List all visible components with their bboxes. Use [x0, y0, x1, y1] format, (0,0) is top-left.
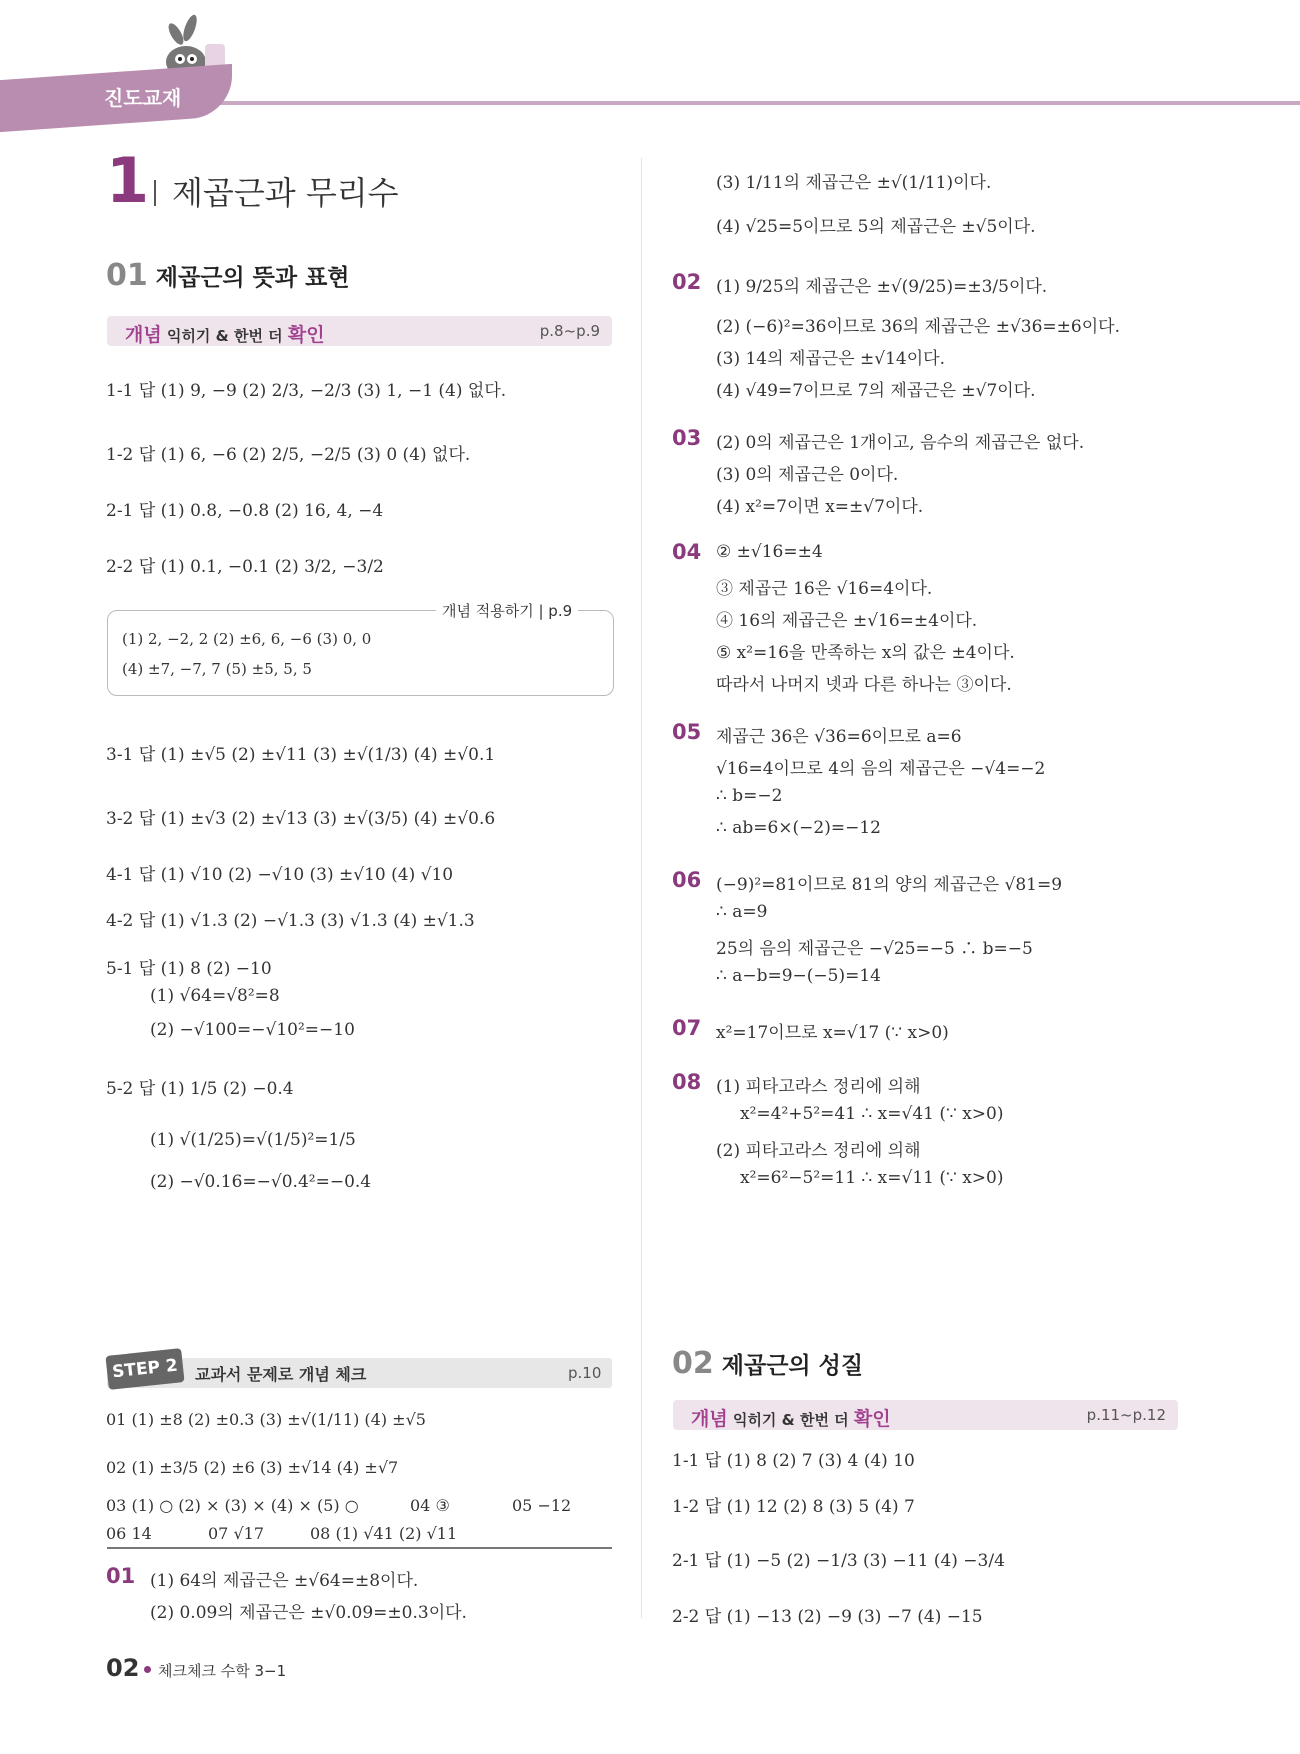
- solution-line: ∴ a−b=9−(−5)=14: [716, 966, 881, 986]
- solution-line: ④ 16의 제곱근은 ±√16=±4이다.: [716, 611, 978, 631]
- solution-number: 07: [672, 1016, 702, 1040]
- solution-line: x²=17이므로 x=√17 (∵ x>0): [716, 1023, 949, 1043]
- solution-line: x²=6²−5²=11 ∴ x=√11 (∵ x>0): [740, 1168, 1004, 1188]
- band-pages: p.8~p.9: [539, 322, 600, 340]
- section2-title: [672, 1346, 863, 1381]
- step2-title: 교과서 문제로 개념 체크: [195, 1365, 367, 1384]
- solution-line: (2) (−6)²=36이므로 36의 제곱근은 ±√36=±6이다.: [716, 317, 1120, 337]
- band-word-1: 개념: [691, 1408, 728, 1430]
- solution-number: 08: [672, 1070, 702, 1094]
- answer-line: 3-2 답 (1) ±√3 (2) ±√13 (3) ±√(3/5) (4) ±√0.6: [106, 809, 496, 829]
- check-line: 04 ③: [410, 1496, 450, 1515]
- band-title: 익히기 & 한번 더: [732, 1411, 854, 1429]
- solution-line: (4) x²=7이면 x=±√7이다.: [716, 497, 924, 517]
- solution-line: (1) 64의 제곱근은 ±√64=±8이다.: [150, 1571, 419, 1591]
- page-number: 02: [106, 1654, 140, 1682]
- solution-number: 03: [672, 426, 702, 450]
- solution-line: ② ±√16=±4: [716, 542, 823, 562]
- check-line: 07 √17: [208, 1524, 264, 1543]
- chapter-title: 제곱근과 무리수: [172, 174, 399, 212]
- solution-number: 02: [672, 270, 702, 294]
- answer-line: 2-2 답 (1) 0.1, −0.1 (2) 3/2, −3/2: [106, 557, 384, 577]
- apply-box: [107, 610, 614, 696]
- apply-line: (1) 2, −2, 2 (2) ±6, 6, −6 (3) 0, 0: [122, 630, 372, 648]
- column-divider: [641, 158, 642, 1618]
- band-word-1: 개념: [125, 324, 162, 346]
- answer-line: 4-2 답 (1) √1.3 (2) −√1.3 (3) √1.3 (4) ±√1.3: [106, 911, 475, 931]
- step2-badge: STEP 2: [105, 1348, 184, 1390]
- solution-line: (1) 피타고라스 정리에 의해: [716, 1077, 921, 1097]
- step2-pages: p.10: [568, 1364, 602, 1382]
- solution-line: (2) 0.09의 제곱근은 ±√0.09=±0.3이다.: [150, 1603, 467, 1623]
- section1-number: 01: [106, 258, 148, 293]
- solution-line: (4) √25=5이므로 5의 제곱근은 ±√5이다.: [716, 217, 1036, 237]
- solution-line: (1) 9/25의 제곱근은 ±√(9/25)=±3/5이다.: [716, 277, 1048, 297]
- check-line: 08 (1) √41 (2) √11: [310, 1524, 458, 1543]
- solution-line: (2) −√0.16=−√0.4²=−0.4: [150, 1172, 372, 1192]
- solution-line: 제곱근 36은 √36=6이므로 a=6: [716, 727, 962, 747]
- band-word-2: 확인: [853, 1408, 891, 1430]
- header-tab: [0, 64, 232, 132]
- apply-title: 개념 적용하기 | p.9: [436, 600, 578, 621]
- answer-line: 4-1 답 (1) √10 (2) −√10 (3) ±√10 (4) √10: [106, 865, 454, 885]
- section2-number: 02: [672, 1346, 714, 1381]
- solution-line: 따라서 나머지 넷과 다른 하나는 ③이다.: [716, 675, 1012, 695]
- solution-line: (4) √49=7이므로 7의 제곱근은 ±√7이다.: [716, 381, 1036, 401]
- solution-line: (3) 14의 제곱근은 ±√14이다.: [716, 349, 945, 369]
- step2-rule: [107, 1547, 612, 1549]
- solution-line: (1) √64=√8²=8: [150, 986, 280, 1006]
- solution-line: √16=4이므로 4의 음의 제곱근은 −√4=−2: [716, 759, 1046, 779]
- check-line: 03 (1) ○ (2) × (3) × (4) × (5) ○: [106, 1496, 359, 1515]
- answer-line: 5-1 답 (1) 8 (2) −10: [106, 959, 272, 979]
- solution-number: 05: [672, 720, 702, 744]
- check-line: 01 (1) ±8 (2) ±0.3 (3) ±√(1/11) (4) ±√5: [106, 1410, 426, 1429]
- check-line: 06 14: [106, 1524, 152, 1543]
- answer-line: 2-2 답 (1) −13 (2) −9 (3) −7 (4) −15: [672, 1607, 983, 1627]
- solution-line: ③ 제곱근 16은 √16=4이다.: [716, 579, 933, 599]
- check-line: 05 −12: [512, 1496, 572, 1515]
- solution-line: (3) 1/11의 제곱근은 ±√(1/11)이다.: [716, 173, 992, 193]
- answer-line: 1-1 답 (1) 8 (2) 7 (3) 4 (4) 10: [672, 1451, 915, 1471]
- header-tab-label: 진도교재: [104, 86, 182, 111]
- answer-line: 2-1 답 (1) 0.8, −0.8 (2) 16, 4, −4: [106, 501, 384, 521]
- solution-line: (1) √(1/25)=√(1/5)²=1/5: [150, 1130, 356, 1150]
- chapter-number: 1: [106, 144, 150, 217]
- solution-line: ∴ b=−2: [716, 786, 783, 806]
- solution-line: (2) 피타고라스 정리에 의해: [716, 1141, 921, 1161]
- section2-title-text: 제곱근의 성질: [721, 1353, 864, 1379]
- section1-title-text: 제곱근의 뜻과 표현: [155, 265, 350, 291]
- answer-line: 5-2 답 (1) 1/5 (2) −0.4: [106, 1079, 294, 1099]
- check-line: 02 (1) ±3/5 (2) ±6 (3) ±√14 (4) ±√7: [106, 1458, 399, 1477]
- band-pages: p.11~p.12: [1086, 1406, 1166, 1424]
- solution-number: 06: [672, 868, 702, 892]
- solution-line: 25의 음의 제곱근은 −√25=−5 ∴ b=−5: [716, 939, 1033, 959]
- section1-band: [107, 316, 612, 346]
- chapter-separator: [154, 180, 156, 206]
- band-word-2: 확인: [287, 324, 325, 346]
- answer-line: 2-1 답 (1) −5 (2) −1/3 (3) −11 (4) −3/4: [672, 1551, 1005, 1571]
- section2-band: [673, 1400, 1178, 1430]
- solution-line: (2) 0의 제곱근은 1개이고, 음수의 제곱근은 없다.: [716, 433, 1085, 453]
- solution-line: (−9)²=81이므로 81의 양의 제곱근은 √81=9: [716, 875, 1063, 895]
- footer-book-title: 체크체크 수학 3−1: [158, 1662, 287, 1680]
- solution-line: ∴ ab=6×(−2)=−12: [716, 818, 881, 838]
- solution-number: 04: [672, 540, 702, 564]
- solution-line: (2) −√100=−√10²=−10: [150, 1020, 355, 1040]
- solution-line: ⑤ x²=16을 만족하는 x의 값은 ±4이다.: [716, 643, 1015, 663]
- solution-number: 01: [106, 1564, 136, 1588]
- solution-line: (3) 0의 제곱근은 0이다.: [716, 465, 899, 485]
- band-title: 익히기 & 한번 더: [166, 327, 288, 345]
- answer-line: 1-2 답 (1) 6, −6 (2) 2/5, −2/5 (3) 0 (4) 없다.: [106, 445, 471, 465]
- footer-dot: [144, 1666, 151, 1673]
- answer-line: 3-1 답 (1) ±√5 (2) ±√11 (3) ±√(1/3) (4) ±√0.1: [106, 745, 496, 765]
- apply-line: (4) ±7, −7, 7 (5) ±5, 5, 5: [122, 660, 312, 678]
- solution-line: ∴ a=9: [716, 902, 768, 922]
- answer-line: 1-1 답 (1) 9, −9 (2) 2/3, −2/3 (3) 1, −1 (4) 없다.: [106, 381, 507, 401]
- solution-line: x²=4²+5²=41 ∴ x=√41 (∵ x>0): [740, 1104, 1004, 1124]
- answer-line: 1-2 답 (1) 12 (2) 8 (3) 5 (4) 7: [672, 1497, 915, 1517]
- section1-title: [106, 258, 350, 293]
